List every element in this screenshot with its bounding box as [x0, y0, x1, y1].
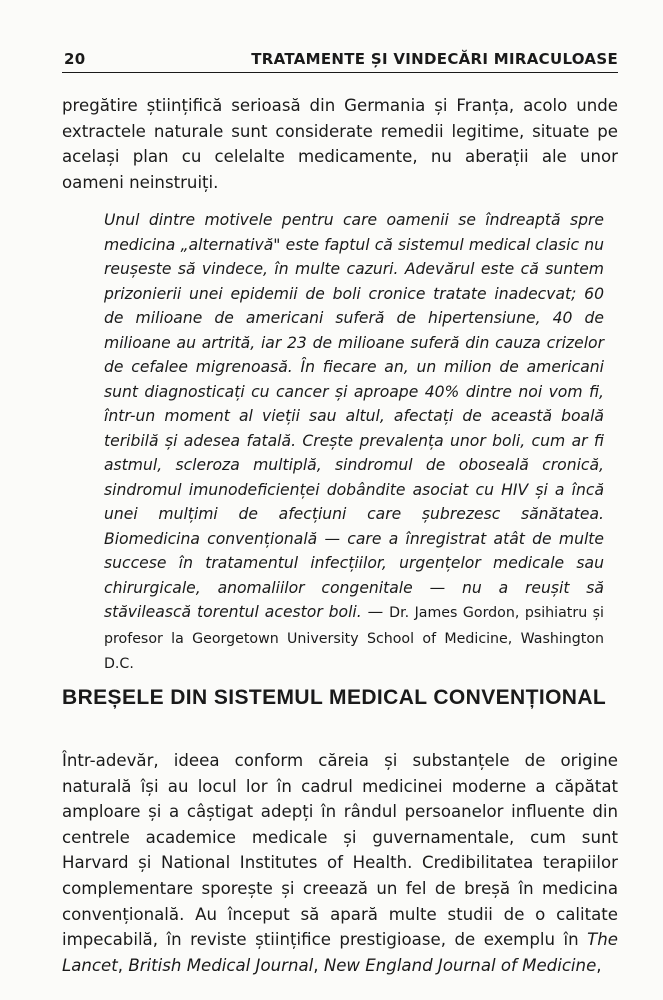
- quote-attribution: Dr. James Gordon, psihiatru și profesor la Georgetown University School of Medicine, Washington D.C.: [104, 605, 604, 672]
- journal-title-lancet: The Lancet: [62, 930, 618, 975]
- journal-title-bmj: British Medical Journal: [128, 955, 314, 975]
- body-text: Într-adevăr, ideea conform căreia și substanțele de origine naturală își au locul lor în cadrul medicinei moderne a căpătat amploare și a câștigat adepți în rândul persoanelor influente din centrele academice medicale și guvernamentale, cum sunt Harvard și National Institutes of Health. Credibilitatea terapiilor complementare sporește și creează un fel de breșă în medicina convențională. Au început să apară multe studii de o calitate impecabilă, în reviste științifice prestigioase, de exemplu în: [62, 751, 618, 950]
- intro-paragraph: pregătire științifică serioasă din Germania și Franța, acolo unde extractele naturale sunt considerate remedii legitime, situate pe același plan cu celelalte medicamente, nu aberații ale unor oameni neinstruiți.: [62, 96, 618, 192]
- separator: ,: [117, 955, 129, 975]
- block-quote: [104, 208, 604, 677]
- page-number: 20: [64, 50, 86, 68]
- page-header: [62, 50, 618, 73]
- journal-title-nejm: New England Journal of Medicine: [323, 955, 597, 975]
- running-title: TRATAMENTE ȘI VINDECĂRI MIRACULOASE: [251, 50, 618, 68]
- body-paragraph: [62, 748, 618, 978]
- quote-dash: —: [361, 603, 390, 621]
- quote-text: Unul dintre motivele pentru care oamenii se îndreaptă spre medicina „alternativă" este faptul că sistemul medical clasic nu reușeste să vindece, în multe cazuri. Adevărul este că suntem prizonierii unei epidemii de boli cronice tratate inadecvat; 60 de milioane de americani suferă de hipertensiune, 40 de milioane au artrită, iar 23 de milioane suferă din cauza crizelor de cefalee migrenoasă. În fiecare an, un milion de americani sunt diagnosticați cu cancer și aproape 40% dintre noi vom fi, într-un moment al vieții sau altul, afectați de această boală teribilă și adesea fatală. Crește prevalența unor boli, cum ar fi astmul, scleroza multiplă, sindromul de oboseală cronică, sindromul imunodeficienței dobândite asociat cu HIV și a încă unei mulțimi de afecțiuni care șubrezesc sănătatea. Biomedicina convențională — care a înregistrat atât de multe succese în tratamentul infecțiilor, urgențelor medicale sau chirurgicale, anomaliilor congenitale — nu a reușit să stăvilească torentul acestor boli.: [104, 211, 604, 621]
- trailing-punctuation: ,: [596, 955, 602, 975]
- section-heading: BREȘELE DIN SISTEMUL MEDICAL CONVENȚIONAL: [62, 686, 607, 709]
- separator: ,: [313, 955, 324, 975]
